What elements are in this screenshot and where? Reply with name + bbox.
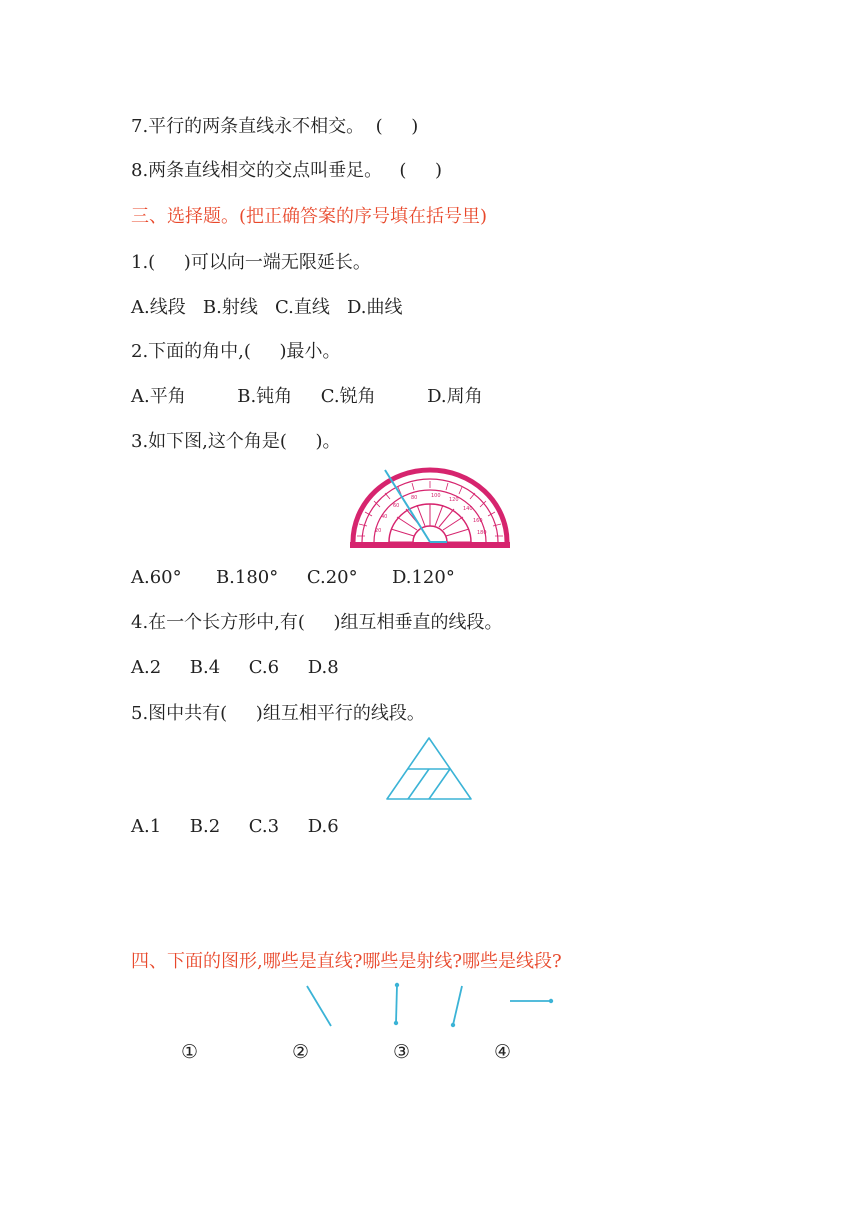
choice-5-options: A.1 B.2 C.3 D.6 [131, 816, 339, 837]
figure-label-4: ④ [494, 1041, 512, 1063]
question-7: 7.平行的两条直线永不相交。 ( ) [131, 116, 419, 137]
svg-text:160: 160 [473, 518, 483, 524]
svg-text:100: 100 [431, 493, 441, 499]
figure-ray-slanted [451, 986, 462, 1027]
choice-5-stem: 5.图中共有( )组互相平行的线段。 [131, 703, 425, 724]
protractor-ticks [389, 504, 471, 542]
figure-segment-vertical [394, 983, 399, 1025]
choice-3-stem: 3.如下图,这个角是( )。 [131, 431, 341, 452]
choice-1-stem: 1.( )可以向一端无限延长。 [131, 252, 371, 273]
svg-text:40: 40 [381, 514, 388, 520]
section-3-title: 三、选择题。(把正确答案的序号填在括号里) [131, 206, 488, 227]
choice-1-options: A.线段 B.射线 C.直线 D.曲线 [131, 297, 403, 318]
svg-text:120: 120 [449, 497, 459, 503]
choice-4-options: A.2 B.4 C.6 D.8 [131, 657, 339, 678]
section-4-title: 四、下面的图形,哪些是直线?哪些是射线?哪些是线段? [131, 951, 562, 972]
figure-label-3: ③ [393, 1041, 411, 1063]
svg-text:180: 180 [477, 530, 487, 536]
svg-text:20: 20 [375, 528, 382, 534]
svg-text:80: 80 [411, 495, 418, 501]
triangle-figure [383, 736, 475, 802]
figure-label-1: ① [181, 1041, 199, 1063]
line-figures [300, 980, 560, 1030]
right-inner-segment [429, 769, 450, 799]
choice-2-stem: 2.下面的角中,( )最小。 [131, 341, 341, 362]
protractor-figure [345, 466, 515, 556]
question-8: 8.两条直线相交的交点叫垂足。 ( ) [131, 160, 442, 181]
figure-label-2: ② [292, 1041, 310, 1063]
left-inner-segment [408, 769, 429, 799]
svg-text:60: 60 [393, 503, 400, 509]
choice-3-options: A.60° B.180° C.20° D.120° [131, 567, 455, 588]
choice-2-options: A.平角 B.钝角 C.锐角 D.周角 [131, 386, 483, 407]
figure-straight-line [307, 986, 331, 1026]
protractor-inner-arc [413, 526, 447, 542]
svg-text:140: 140 [463, 506, 473, 512]
choice-4-stem: 4.在一个长方形中,有( )组互相垂直的线段。 [131, 612, 503, 633]
figure-ray-horizontal [510, 999, 553, 1003]
angle-ray-line [385, 470, 430, 542]
